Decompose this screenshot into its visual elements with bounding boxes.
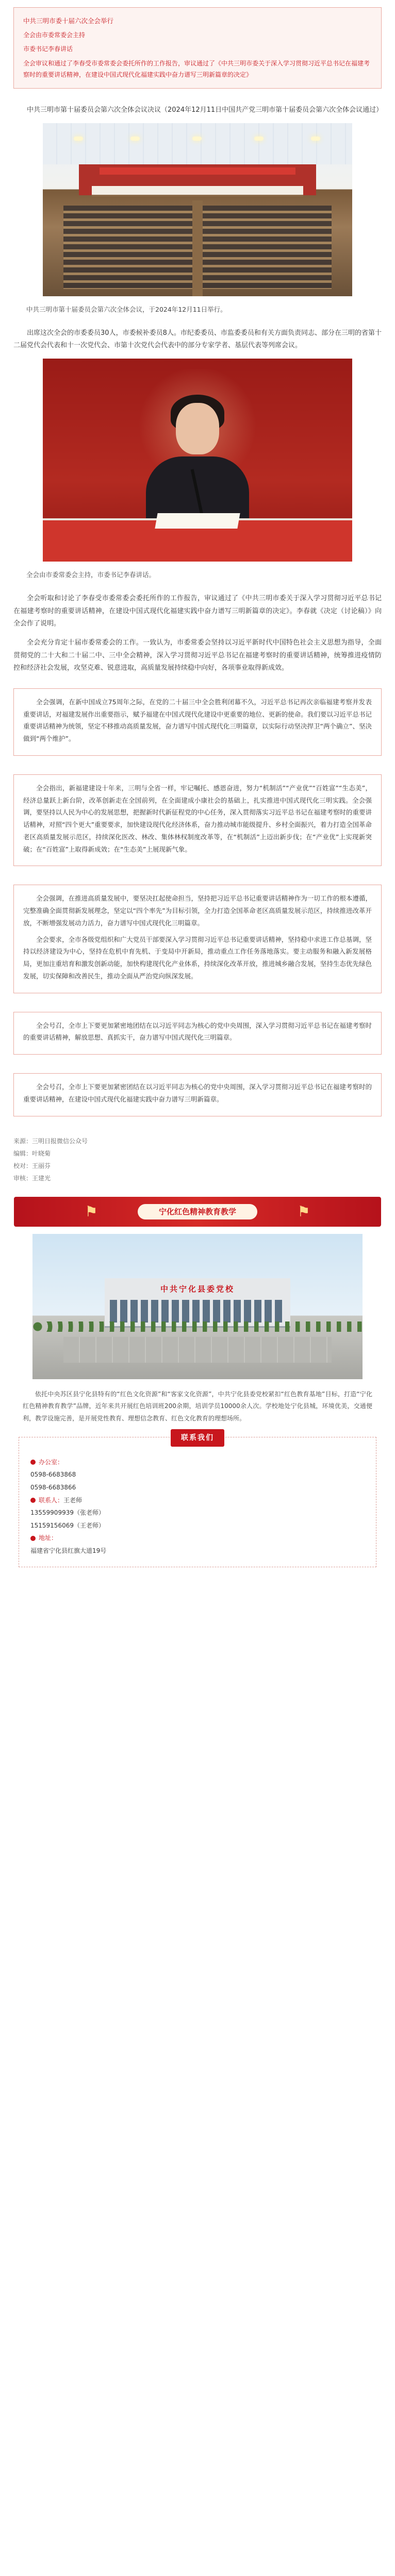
- speaker-photo: [43, 359, 352, 562]
- building-windows: [110, 1300, 285, 1323]
- quote-paragraph: 全会指出，新福建建设十年来，三明与全省一样，牢记嘱托、感恩奋进，努力“机制活”“产业优”“百姓富”“生态美”，经济总量跃上新台阶，改革创新走在全国前列，在全面建成小康社会的基础上，扎实推进中国式现代化三明实践。全会强调，要坚持以人民为中心的发展思想，把握新时代新征程党的中心任务，深入贯彻落实习近平总书记在福建考察时的重要讲话精神，对照“四个更大”重要要求，加快建设现代化经济体系，奋力推动城市能级提升、乡村全面振兴，着力打造全国革命老区高质量发展示范区，持续深化医改、林改、集体林权制度改革等，在“机制活”上迈出新步伐；在“产业优”上实现新突破；在“百姓富”上取得新成效；在“生态美”上展现新气象。: [23, 784, 372, 853]
- contact-value: 福建省宁化县红旗大道19号: [30, 1547, 107, 1555]
- hall-ceiling: [43, 123, 352, 164]
- summary-text: 全会审议和通过了李春受市委常委会委托所作的工作报告，审议通过了《中共三明市委关于深入学习贯彻习近平总书记在福建考察时的重要讲话精神，在建设中国式现代化福建实践中奋力谱写三明新篇章的决定》: [23, 59, 370, 79]
- quote-paragraph: 全会强调，在新中国成立75周年之际，在党的二十届三中全会胜利闭幕不久，习近平总书记再次亲临福建考察并发表重要讲话，对福建发展作出重要指示，赋予福建在中国式现代化建设中更重要的地位、更新的使命。我们要以习近平总书记重要讲话精神为统领，坚定不移推动高质量发展，奋力谱写中国式现代化三明篇章，以实际行动坚决捍卫“两个确立”、坚决做到“两个维护”。: [23, 698, 372, 743]
- contact-value[interactable]: 0598-6683868: [30, 1471, 76, 1479]
- contact-row: [30, 1456, 365, 1469]
- contact-title: 联系我们: [171, 1429, 224, 1447]
- summary-box: [13, 7, 382, 89]
- quote-paragraph: 全会强调，在推进高质量发展中，要坚决扛起使命担当，坚持把习近平总书记重要讲话精神作为一切工作的根本遵循，完整准确全面贯彻新发展理念，坚定以“四个率先”为目标引领，全力打造全国革命老区高质量发展示范区，持续推进改革开放，不断增强发展动力活力，奋力谱写中国式现代化三明篇章。: [23, 894, 372, 927]
- contact-value[interactable]: 0598-6683866: [30, 1484, 76, 1492]
- contact-row: [30, 1532, 365, 1545]
- ceiling-lamp: [192, 137, 202, 141]
- tree-row: [32, 1321, 363, 1332]
- summary-lines: [23, 28, 372, 57]
- contact-value[interactable]: 15159156069（王老师）: [30, 1521, 105, 1529]
- contact-label: 地址：: [39, 1534, 58, 1542]
- location-icon: [30, 1536, 36, 1541]
- flag-icon: ⚑: [85, 1202, 98, 1220]
- photo-caption: 中共三明市第十届委员会第六次全体会议，于2024年12月11日举行。: [26, 305, 227, 313]
- contact-card: [19, 1433, 376, 1567]
- summary-line: 全会由市委常委会主持: [23, 31, 86, 39]
- quote-paragraph: 全会号召，全市上下要更加紧密团结在以习近平同志为核心的党中央周围，深入学习贯彻习近平总书记在福建考察时的重要讲话精神，在建设中国式现代化福建实践中奋力谱写三明新篇章。: [23, 1083, 372, 1103]
- front-plaza: [63, 1337, 332, 1363]
- photo-caption: 全会由市委常委会主持，市委书记李春讲话。: [26, 571, 156, 579]
- paragraph: 出席这次全会的市委委员30人，市委候补委员8人。市纪委委员、市监委委员和有关方面负责同志、部分在三明的省第十二届党代会代表和十一次党代会、市第十次党代会代表中的部分专家学者、基层代表等列席会议。: [13, 329, 382, 350]
- quote-paragraph: 全会要求，全市各级党组织和广大党员干部要深入学习贯彻习近平总书记重要讲话精神，坚持稳中求进工作总基调，坚持以经济建设为中心，坚持在危机中育先机、于变局中开新局，推动重点工作任务落地落实。要主动服务和融入新发展格局，更加注重培育和激发创新动能，加快构建现代化产业体系，持续深化改革开放，推进城乡融合发展，坚持生态优先绿色发展，切实保障和改善民生，推动全面从严治党向纵深发展。: [23, 935, 372, 980]
- meta-proofreader: 校对：王丽芬: [13, 1162, 51, 1170]
- meta-source: 来源：三明日报微信公众号: [13, 1137, 88, 1145]
- hall-aisle: [192, 200, 203, 296]
- person-icon: [30, 1498, 36, 1503]
- article-meta: [13, 1135, 382, 1184]
- meta-reviewer: 审核：王建光: [13, 1174, 51, 1182]
- paragraph: 中共三明市第十届委员会第六次全体会议决议（2024年12月11日中国共产党三明市第十届委员会第六次全体会议通过）: [27, 106, 383, 114]
- contact-row[interactable]: [30, 1481, 365, 1494]
- ceiling-lamp: [130, 137, 140, 141]
- phone-icon: [30, 1460, 36, 1465]
- quote-box: [13, 1012, 382, 1055]
- contact-row[interactable]: [30, 1468, 365, 1481]
- contact-value[interactable]: 13559909939（张老师）: [30, 1509, 105, 1517]
- contact-row[interactable]: [30, 1519, 365, 1532]
- contact-label: 办公室：: [39, 1458, 64, 1466]
- contact-value: 王老师: [63, 1496, 83, 1504]
- flag-icon: ⚑: [297, 1202, 310, 1220]
- contact-row: [30, 1494, 365, 1507]
- party-school-photo: [32, 1234, 363, 1379]
- paragraph: 全会听取和讨论了李春受市委常委会委托所作的工作报告，审议通过了《中共三明市委关于深入学习贯彻习近平总书记在福建考察时的重要讲话精神，在建设中国式现代化福建实践中奋力谱写三明新篇章的决定》。李春就《决定（讨论稿）》向全会作了说明。: [13, 594, 382, 628]
- summary-line: 市委书记李春讲话: [23, 45, 73, 53]
- ceiling-lamp: [254, 137, 264, 141]
- quote-box: [13, 774, 382, 867]
- contact-row[interactable]: [30, 1506, 365, 1519]
- quote-paragraph: 全会号召，全市上下要更加紧密地团结在以习近平同志为核心的党中央周围，深入学习贯彻习近平总书记在福建考察时的重要讲话精神，解放思想、真抓实干，奋力谱写中国式现代化三明篇章。: [23, 1021, 372, 1042]
- summary-title: 中共三明市委十届六次全会举行: [23, 17, 114, 25]
- speaker-head: [176, 403, 219, 454]
- edu-banner: [14, 1197, 381, 1227]
- rostrum: [92, 186, 303, 196]
- ceiling-lamp: [311, 137, 320, 141]
- paragraph: 全会充分肯定十届市委常委会的工作。一致认为，市委常委会坚持以习近平新时代中国特色社会主义思想为指导，全面贯彻党的二十大和二十届二中、三中全会精神，深入学习贯彻习近平总书记在福建考察时的重要讲话精神，统筹推进疫情防控和经济社会发展，攻坚克难、锐意进取，高质量发展持续稳中向好，各项事业取得新成效。: [13, 638, 382, 672]
- quote-box: [13, 1073, 382, 1116]
- meeting-hall-photo: [43, 123, 352, 296]
- hall-banner: [100, 167, 295, 175]
- ceiling-lamp: [74, 137, 83, 141]
- contact-row: [30, 1545, 365, 1557]
- school-intro: 依托中央苏区县宁化县特有的“红色文化资源”和“客家文化资源”，中共宁化县委党校紧扣“红色教育基地”目标，打造“宁化红色精神教育教学”品牌，近年来共开展红色培训班200余期，培训学员10000余人次。学校地处宁化县城，环境优美，交通便利，教学设施完善，是开展党性教育、理想信念教育、红色文化教育的理想场所。: [23, 1390, 372, 1422]
- quote-box: [13, 885, 382, 993]
- building-sign: 中共宁化县委党校: [160, 1284, 235, 1294]
- banner-title: 宁化红色精神教育教学: [158, 1207, 236, 1216]
- desk-paper: [155, 513, 240, 529]
- quote-box: [13, 688, 382, 756]
- contact-label: 联系人：: [39, 1496, 64, 1504]
- meta-editor: 编辑：叶晓菊: [13, 1149, 51, 1157]
